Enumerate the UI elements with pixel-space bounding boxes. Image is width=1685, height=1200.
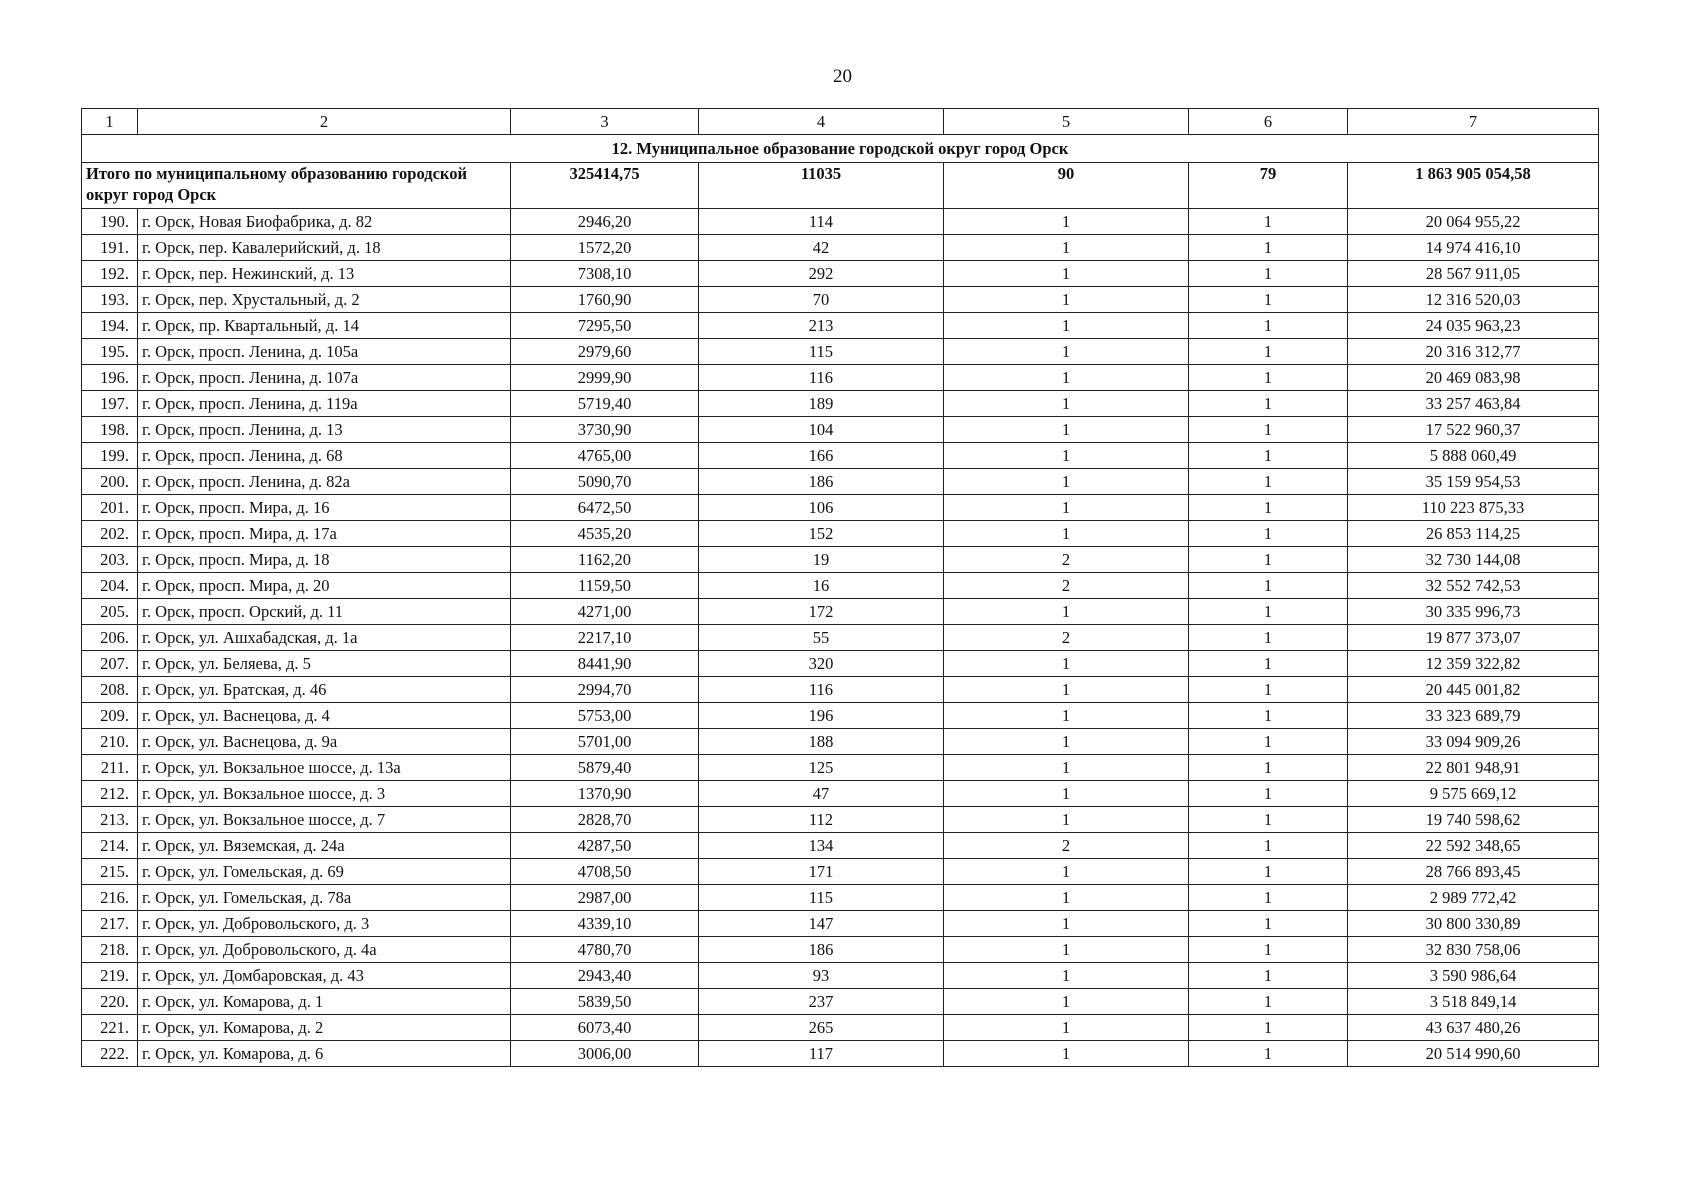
row-col5: 1 — [944, 1015, 1189, 1041]
row-residents: 237 — [699, 989, 944, 1015]
row-number: 190. — [82, 209, 138, 235]
row-number: 206. — [82, 625, 138, 651]
row-col5: 1 — [944, 989, 1189, 1015]
row-address: г. Орск, ул. Комарова, д. 2 — [138, 1015, 511, 1041]
row-cost: 19 877 373,07 — [1348, 625, 1599, 651]
row-residents: 116 — [699, 365, 944, 391]
row-col6: 1 — [1189, 859, 1348, 885]
row-col5: 1 — [944, 963, 1189, 989]
row-area: 5090,70 — [511, 469, 699, 495]
row-residents: 112 — [699, 807, 944, 833]
row-cost: 22 592 348,65 — [1348, 833, 1599, 859]
row-cost: 43 637 480,26 — [1348, 1015, 1599, 1041]
row-area: 5701,00 — [511, 729, 699, 755]
row-number: 204. — [82, 573, 138, 599]
row-cost: 33 323 689,79 — [1348, 703, 1599, 729]
row-cost: 35 159 954,53 — [1348, 469, 1599, 495]
row-residents: 196 — [699, 703, 944, 729]
row-address: г. Орск, ул. Васнецова, д. 9а — [138, 729, 511, 755]
row-residents: 93 — [699, 963, 944, 989]
row-cost: 20 445 001,82 — [1348, 677, 1599, 703]
total-row — [82, 163, 1599, 209]
row-residents: 115 — [699, 339, 944, 365]
row-number: 216. — [82, 885, 138, 911]
row-cost: 3 590 986,64 — [1348, 963, 1599, 989]
page-number: 20 — [833, 66, 852, 87]
total-cost: 1 863 905 054,58 — [1348, 163, 1599, 209]
total-residents: 11035 — [699, 163, 944, 209]
total-col6: 79 — [1189, 163, 1348, 209]
row-address: г. Орск, просп. Ленина, д. 119а — [138, 391, 511, 417]
row-number: 191. — [82, 235, 138, 261]
row-number: 222. — [82, 1041, 138, 1067]
row-area: 1760,90 — [511, 287, 699, 313]
row-address: г. Орск, ул. Вокзальное шоссе, д. 13а — [138, 755, 511, 781]
row-residents: 16 — [699, 573, 944, 599]
row-address: г. Орск, ул. Вокзальное шоссе, д. 3 — [138, 781, 511, 807]
row-area: 4780,70 — [511, 937, 699, 963]
row-col6: 1 — [1189, 703, 1348, 729]
table-row — [82, 1041, 1599, 1067]
row-address: г. Орск, просп. Мира, д. 20 — [138, 573, 511, 599]
row-residents: 265 — [699, 1015, 944, 1041]
row-area: 1572,20 — [511, 235, 699, 261]
total-col5: 90 — [944, 163, 1189, 209]
row-col6: 1 — [1189, 963, 1348, 989]
row-cost: 5 888 060,49 — [1348, 443, 1599, 469]
row-col6: 1 — [1189, 235, 1348, 261]
row-residents: 134 — [699, 833, 944, 859]
row-residents: 116 — [699, 677, 944, 703]
row-address: г. Орск, пер. Кавалерийский, д. 18 — [138, 235, 511, 261]
row-address: г. Орск, Новая Биофабрика, д. 82 — [138, 209, 511, 235]
table-row — [82, 703, 1599, 729]
row-cost: 2 989 772,42 — [1348, 885, 1599, 911]
row-number: 215. — [82, 859, 138, 885]
table-row — [82, 417, 1599, 443]
row-cost: 30 800 330,89 — [1348, 911, 1599, 937]
row-residents: 189 — [699, 391, 944, 417]
row-number: 198. — [82, 417, 138, 443]
row-area: 5719,40 — [511, 391, 699, 417]
row-cost: 24 035 963,23 — [1348, 313, 1599, 339]
row-residents: 42 — [699, 235, 944, 261]
row-number: 195. — [82, 339, 138, 365]
row-col6: 1 — [1189, 287, 1348, 313]
row-cost: 12 359 322,82 — [1348, 651, 1599, 677]
row-residents: 19 — [699, 547, 944, 573]
table-row — [82, 287, 1599, 313]
row-address: г. Орск, просп. Ленина, д. 13 — [138, 417, 511, 443]
section-title-row — [82, 135, 1599, 163]
row-col5: 1 — [944, 807, 1189, 833]
row-address: г. Орск, ул. Комарова, д. 6 — [138, 1041, 511, 1067]
row-col5: 1 — [944, 521, 1189, 547]
row-residents: 188 — [699, 729, 944, 755]
row-area: 2828,70 — [511, 807, 699, 833]
row-cost: 32 552 742,53 — [1348, 573, 1599, 599]
row-residents: 320 — [699, 651, 944, 677]
row-col6: 1 — [1189, 729, 1348, 755]
row-area: 5839,50 — [511, 989, 699, 1015]
row-col6: 1 — [1189, 833, 1348, 859]
row-col5: 1 — [944, 703, 1189, 729]
row-address: г. Орск, ул. Вокзальное шоссе, д. 7 — [138, 807, 511, 833]
row-col5: 1 — [944, 209, 1189, 235]
row-col5: 1 — [944, 1041, 1189, 1067]
column-number-row — [82, 109, 1599, 135]
row-area: 2943,40 — [511, 963, 699, 989]
row-residents: 125 — [699, 755, 944, 781]
row-residents: 172 — [699, 599, 944, 625]
row-area: 1370,90 — [511, 781, 699, 807]
row-number: 197. — [82, 391, 138, 417]
row-col6: 1 — [1189, 1015, 1348, 1041]
row-col5: 1 — [944, 755, 1189, 781]
row-col6: 1 — [1189, 547, 1348, 573]
row-residents: 115 — [699, 885, 944, 911]
row-cost: 26 853 114,25 — [1348, 521, 1599, 547]
row-col6: 1 — [1189, 651, 1348, 677]
row-cost: 30 335 996,73 — [1348, 599, 1599, 625]
row-address: г. Орск, просп. Ленина, д. 105а — [138, 339, 511, 365]
column-number: 4 — [699, 109, 944, 135]
row-col5: 1 — [944, 443, 1189, 469]
table-row — [82, 365, 1599, 391]
row-number: 212. — [82, 781, 138, 807]
row-col5: 1 — [944, 261, 1189, 287]
table-row — [82, 937, 1599, 963]
table-row — [82, 1015, 1599, 1041]
table-row — [82, 859, 1599, 885]
table-row — [82, 521, 1599, 547]
row-col5: 1 — [944, 287, 1189, 313]
row-address: г. Орск, просп. Мира, д. 16 — [138, 495, 511, 521]
row-cost: 19 740 598,62 — [1348, 807, 1599, 833]
row-address: г. Орск, ул. Добровольского, д. 3 — [138, 911, 511, 937]
row-number: 202. — [82, 521, 138, 547]
row-number: 207. — [82, 651, 138, 677]
row-address: г. Орск, ул. Беляева, д. 5 — [138, 651, 511, 677]
row-number: 203. — [82, 547, 138, 573]
row-residents: 213 — [699, 313, 944, 339]
row-address: г. Орск, просп. Ленина, д. 82а — [138, 469, 511, 495]
row-residents: 70 — [699, 287, 944, 313]
table-row — [82, 963, 1599, 989]
row-area: 4765,00 — [511, 443, 699, 469]
table-row — [82, 833, 1599, 859]
row-col6: 1 — [1189, 365, 1348, 391]
row-residents: 171 — [699, 859, 944, 885]
row-col6: 1 — [1189, 989, 1348, 1015]
row-col5: 1 — [944, 469, 1189, 495]
row-area: 2979,60 — [511, 339, 699, 365]
row-area: 4339,10 — [511, 911, 699, 937]
row-number: 192. — [82, 261, 138, 287]
row-col6: 1 — [1189, 521, 1348, 547]
row-area: 5753,00 — [511, 703, 699, 729]
row-col5: 1 — [944, 339, 1189, 365]
row-residents: 106 — [699, 495, 944, 521]
row-col6: 1 — [1189, 1041, 1348, 1067]
row-number: 219. — [82, 963, 138, 989]
row-number: 199. — [82, 443, 138, 469]
row-area: 4708,50 — [511, 859, 699, 885]
row-area: 7295,50 — [511, 313, 699, 339]
row-address: г. Орск, пер. Нежинский, д. 13 — [138, 261, 511, 287]
row-address: г. Орск, просп. Мира, д. 18 — [138, 547, 511, 573]
row-col5: 1 — [944, 781, 1189, 807]
table-row — [82, 261, 1599, 287]
row-cost: 110 223 875,33 — [1348, 495, 1599, 521]
row-cost: 28 567 911,05 — [1348, 261, 1599, 287]
row-col5: 1 — [944, 235, 1189, 261]
row-col6: 1 — [1189, 625, 1348, 651]
table-row — [82, 469, 1599, 495]
row-col5: 1 — [944, 729, 1189, 755]
row-area: 1162,20 — [511, 547, 699, 573]
row-cost: 17 522 960,37 — [1348, 417, 1599, 443]
table-row — [82, 729, 1599, 755]
row-col5: 1 — [944, 365, 1189, 391]
table-row — [82, 573, 1599, 599]
row-number: 213. — [82, 807, 138, 833]
row-address: г. Орск, ул. Гомельская, д. 78а — [138, 885, 511, 911]
row-cost: 33 257 463,84 — [1348, 391, 1599, 417]
row-cost: 33 094 909,26 — [1348, 729, 1599, 755]
table-row — [82, 599, 1599, 625]
row-area: 6073,40 — [511, 1015, 699, 1041]
row-cost: 3 518 849,14 — [1348, 989, 1599, 1015]
row-col6: 1 — [1189, 911, 1348, 937]
row-address: г. Орск, ул. Домбаровская, д. 43 — [138, 963, 511, 989]
row-cost: 9 575 669,12 — [1348, 781, 1599, 807]
row-cost: 12 316 520,03 — [1348, 287, 1599, 313]
row-number: 214. — [82, 833, 138, 859]
row-residents: 104 — [699, 417, 944, 443]
row-area: 2946,20 — [511, 209, 699, 235]
row-residents: 186 — [699, 469, 944, 495]
row-address: г. Орск, ул. Ашхабадская, д. 1а — [138, 625, 511, 651]
row-number: 211. — [82, 755, 138, 781]
row-col6: 1 — [1189, 313, 1348, 339]
table-row — [82, 677, 1599, 703]
row-cost: 20 316 312,77 — [1348, 339, 1599, 365]
row-col6: 1 — [1189, 677, 1348, 703]
row-cost: 28 766 893,45 — [1348, 859, 1599, 885]
table-row — [82, 495, 1599, 521]
row-col5: 1 — [944, 391, 1189, 417]
row-address: г. Орск, ул. Комарова, д. 1 — [138, 989, 511, 1015]
row-residents: 166 — [699, 443, 944, 469]
table-row — [82, 911, 1599, 937]
row-address: г. Орск, ул. Братская, д. 46 — [138, 677, 511, 703]
row-area: 2999,90 — [511, 365, 699, 391]
row-number: 221. — [82, 1015, 138, 1041]
row-col5: 1 — [944, 417, 1189, 443]
total-area: 325414,75 — [511, 163, 699, 209]
row-col6: 1 — [1189, 417, 1348, 443]
row-address: г. Орск, просп. Орский, д. 11 — [138, 599, 511, 625]
row-number: 196. — [82, 365, 138, 391]
table-row — [82, 807, 1599, 833]
row-col6: 1 — [1189, 495, 1348, 521]
column-number: 2 — [138, 109, 511, 135]
row-area: 2217,10 — [511, 625, 699, 651]
row-col5: 1 — [944, 495, 1189, 521]
row-col6: 1 — [1189, 781, 1348, 807]
row-area: 4271,00 — [511, 599, 699, 625]
row-area: 3730,90 — [511, 417, 699, 443]
row-area: 2994,70 — [511, 677, 699, 703]
row-col5: 1 — [944, 911, 1189, 937]
row-col6: 1 — [1189, 339, 1348, 365]
table-row — [82, 209, 1599, 235]
row-col6: 1 — [1189, 599, 1348, 625]
row-cost: 32 730 144,08 — [1348, 547, 1599, 573]
row-col5: 1 — [944, 313, 1189, 339]
row-col6: 1 — [1189, 443, 1348, 469]
table-row — [82, 625, 1599, 651]
table-row — [82, 989, 1599, 1015]
table-row — [82, 781, 1599, 807]
row-residents: 292 — [699, 261, 944, 287]
row-col6: 1 — [1189, 807, 1348, 833]
column-number: 1 — [82, 109, 138, 135]
row-number: 218. — [82, 937, 138, 963]
row-area: 4287,50 — [511, 833, 699, 859]
row-col6: 1 — [1189, 261, 1348, 287]
row-residents: 114 — [699, 209, 944, 235]
total-label: Итого по муниципальному образованию городской округ город Орск — [82, 163, 511, 209]
row-cost: 32 830 758,06 — [1348, 937, 1599, 963]
row-number: 200. — [82, 469, 138, 495]
row-col5: 2 — [944, 547, 1189, 573]
row-number: 193. — [82, 287, 138, 313]
table-row — [82, 313, 1599, 339]
row-col5: 1 — [944, 677, 1189, 703]
row-area: 4535,20 — [511, 521, 699, 547]
row-residents: 186 — [699, 937, 944, 963]
row-col5: 1 — [944, 937, 1189, 963]
row-cost: 22 801 948,91 — [1348, 755, 1599, 781]
row-number: 220. — [82, 989, 138, 1015]
row-residents: 47 — [699, 781, 944, 807]
table-row — [82, 443, 1599, 469]
column-number: 5 — [944, 109, 1189, 135]
housing-table — [81, 108, 1599, 1067]
row-col5: 1 — [944, 599, 1189, 625]
row-col6: 1 — [1189, 885, 1348, 911]
row-number: 194. — [82, 313, 138, 339]
row-area: 2987,00 — [511, 885, 699, 911]
row-col6: 1 — [1189, 469, 1348, 495]
row-address: г. Орск, просп. Мира, д. 17а — [138, 521, 511, 547]
row-address: г. Орск, пр. Квартальный, д. 14 — [138, 313, 511, 339]
row-address: г. Орск, просп. Ленина, д. 68 — [138, 443, 511, 469]
row-col5: 2 — [944, 833, 1189, 859]
row-address: г. Орск, ул. Гомельская, д. 69 — [138, 859, 511, 885]
table-row — [82, 391, 1599, 417]
row-col5: 2 — [944, 573, 1189, 599]
row-col5: 1 — [944, 859, 1189, 885]
row-area: 6472,50 — [511, 495, 699, 521]
row-col6: 1 — [1189, 573, 1348, 599]
row-area: 1159,50 — [511, 573, 699, 599]
row-area: 8441,90 — [511, 651, 699, 677]
table-row — [82, 235, 1599, 261]
row-residents: 55 — [699, 625, 944, 651]
row-col5: 1 — [944, 651, 1189, 677]
row-residents: 117 — [699, 1041, 944, 1067]
row-col5: 1 — [944, 885, 1189, 911]
table-row — [82, 885, 1599, 911]
row-address: г. Орск, просп. Ленина, д. 107а — [138, 365, 511, 391]
row-address: г. Орск, ул. Вяземская, д. 24а — [138, 833, 511, 859]
row-area: 7308,10 — [511, 261, 699, 287]
row-cost: 14 974 416,10 — [1348, 235, 1599, 261]
row-residents: 152 — [699, 521, 944, 547]
row-cost: 20 514 990,60 — [1348, 1041, 1599, 1067]
row-cost: 20 469 083,98 — [1348, 365, 1599, 391]
row-residents: 147 — [699, 911, 944, 937]
column-number: 3 — [511, 109, 699, 135]
row-number: 210. — [82, 729, 138, 755]
table-row — [82, 547, 1599, 573]
row-col5: 2 — [944, 625, 1189, 651]
row-number: 217. — [82, 911, 138, 937]
row-number: 205. — [82, 599, 138, 625]
row-address: г. Орск, пер. Хрустальный, д. 2 — [138, 287, 511, 313]
table-row — [82, 339, 1599, 365]
table-row — [82, 755, 1599, 781]
row-address: г. Орск, ул. Добровольского, д. 4а — [138, 937, 511, 963]
row-col6: 1 — [1189, 937, 1348, 963]
row-area: 5879,40 — [511, 755, 699, 781]
row-cost: 20 064 955,22 — [1348, 209, 1599, 235]
column-number: 7 — [1348, 109, 1599, 135]
row-number: 201. — [82, 495, 138, 521]
row-col6: 1 — [1189, 391, 1348, 417]
row-col6: 1 — [1189, 755, 1348, 781]
row-address: г. Орск, ул. Васнецова, д. 4 — [138, 703, 511, 729]
row-area: 3006,00 — [511, 1041, 699, 1067]
table-row — [82, 651, 1599, 677]
column-number: 6 — [1189, 109, 1348, 135]
row-number: 209. — [82, 703, 138, 729]
row-number: 208. — [82, 677, 138, 703]
row-col6: 1 — [1189, 209, 1348, 235]
section-title: 12. Муниципальное образование городской округ город Орск — [82, 135, 1599, 163]
